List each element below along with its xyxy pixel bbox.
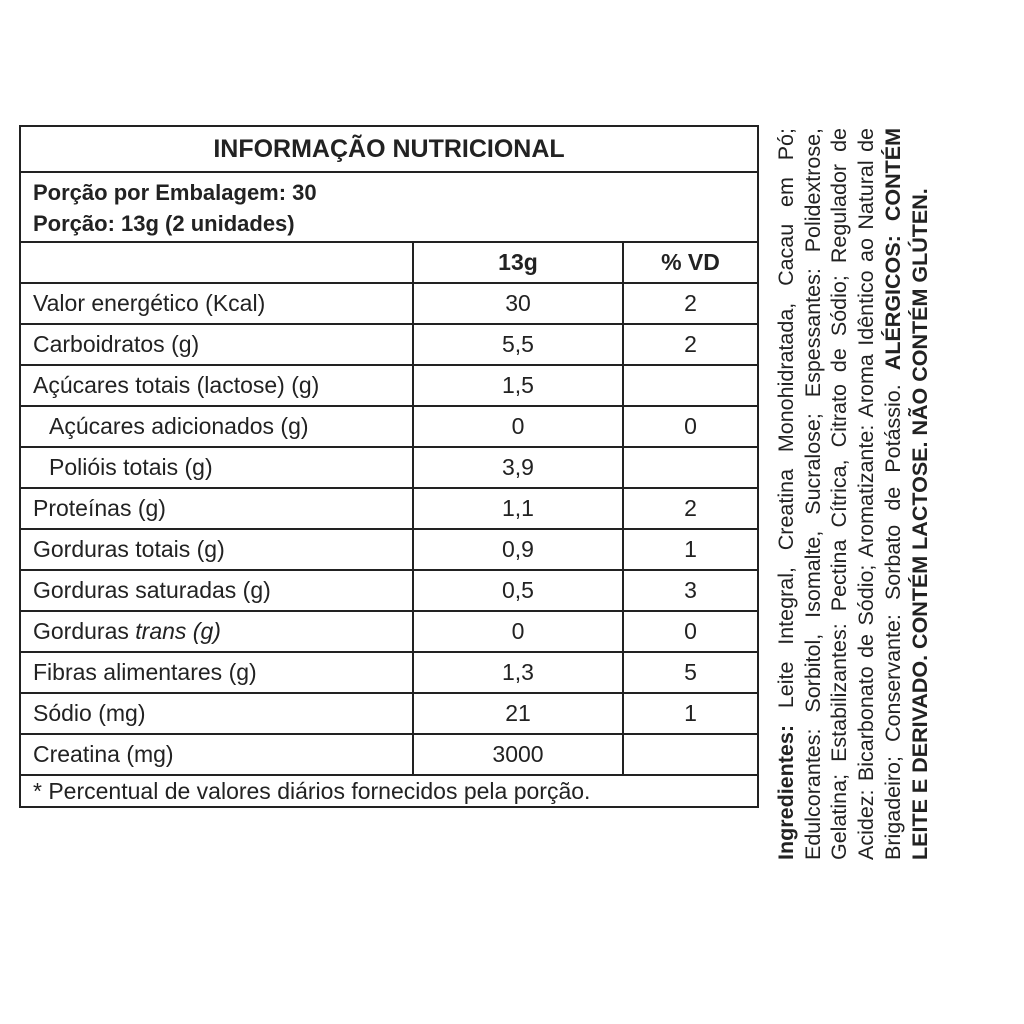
nutrient-dv: 2 <box>684 290 697 316</box>
table-row <box>21 489 757 530</box>
table-row <box>21 448 757 489</box>
nutrient-amount: 3000 <box>414 735 624 774</box>
ingredients-list: Leite Integral, Creatina Monohidratada, Cacau em Pó; Edulcorantes: Sorbitol, Isomalte, Sucralose; Espessantes: Polidextrose, Gelatina; Estabilizantes: Pectina Cítrica, Citrato de Sódio; Regulador de Acidez: Bicarbonato de Sódio; Aromatizante: Aroma Idêntico ao Natural de Brigadeiro; Conservante: Sorbato de Potássio. <box>774 128 905 860</box>
nutrient-label-prefix: Gorduras <box>33 618 136 644</box>
ingredients-panel <box>773 128 1013 860</box>
nutrient-label: Gorduras totais (g) <box>21 530 414 569</box>
header-empty-cell <box>21 243 414 282</box>
nutrient-amount: 1,3 <box>414 653 624 692</box>
nutrient-amount: 0,9 <box>414 530 624 569</box>
table-row <box>21 530 757 571</box>
allergen-warning: ALÉRGICOS: CONTÉM LEITE E DERIVADO. CONTÉM LACTOSE. NÃO CONTÉM GLÚTEN. <box>880 128 932 860</box>
nutrition-facts-table <box>19 125 759 808</box>
ingredients-heading: Ingredientes: <box>774 725 798 860</box>
header-amount: 13g <box>414 243 624 282</box>
nutrient-dv: 0 <box>684 413 697 439</box>
nutrient-amount: 21 <box>414 694 624 733</box>
table-row <box>21 571 757 612</box>
table-row <box>21 612 757 653</box>
ingredients-text-block <box>773 128 1013 860</box>
nutrient-amount: 3,9 <box>414 448 624 487</box>
nutrient-amount: 5,5 <box>414 325 624 364</box>
nutrient-dv: 0 <box>684 618 697 644</box>
nutrient-label: Gorduras saturadas (g) <box>21 571 414 610</box>
nutrient-label: Creatina (mg) <box>21 735 414 774</box>
table-row <box>21 325 757 366</box>
table-header-row <box>21 243 757 284</box>
nutrient-dv <box>624 735 757 774</box>
nutrient-label: Sódio (mg) <box>21 694 414 733</box>
nutrient-dv: 5 <box>684 659 697 685</box>
nutrient-amount: 0,5 <box>414 571 624 610</box>
nutrient-label-italic: trans (g) <box>135 618 221 644</box>
nutrient-label <box>21 612 414 651</box>
table-row <box>21 284 757 325</box>
serving-info <box>21 173 757 243</box>
nutrient-label: Valor energético (Kcal) <box>21 284 414 323</box>
table-row <box>21 407 757 448</box>
nutrient-dv: 2 <box>684 331 697 357</box>
nutrient-dv: 1 <box>684 700 697 726</box>
nutrient-amount: 0 <box>414 407 624 446</box>
nutrient-dv: 3 <box>684 577 697 603</box>
nutrient-dv: 1 <box>684 536 697 562</box>
nutrient-dv: 2 <box>684 495 697 521</box>
nutrient-label: Polióis totais (g) <box>21 448 414 487</box>
table-footnote: * Percentual de valores diários fornecidos pela porção. <box>33 777 591 804</box>
table-row <box>21 366 757 407</box>
nutrient-amount: 0 <box>414 612 624 651</box>
nutrient-amount: 1,5 <box>414 366 624 405</box>
header-dv: % VD <box>661 249 720 275</box>
nutrient-dv <box>624 366 757 405</box>
table-row <box>21 653 757 694</box>
nutrient-label: Carboidratos (g) <box>21 325 414 364</box>
nutrient-label: Açúcares totais (lactose) (g) <box>21 366 414 405</box>
nutrient-label: Açúcares adicionados (g) <box>21 407 414 446</box>
nutrient-dv <box>624 448 757 487</box>
nutrient-amount: 1,1 <box>414 489 624 528</box>
nutrient-label: Proteínas (g) <box>21 489 414 528</box>
table-row <box>21 694 757 735</box>
nutrient-amount: 30 <box>414 284 624 323</box>
table-row <box>21 735 757 776</box>
serving-per-package: Porção por Embalagem: 30 <box>33 180 317 205</box>
serving-size: Porção: 13g (2 unidades) <box>33 211 295 236</box>
table-title: INFORMAÇÃO NUTRICIONAL <box>21 127 757 173</box>
nutrient-label: Fibras alimentares (g) <box>21 653 414 692</box>
